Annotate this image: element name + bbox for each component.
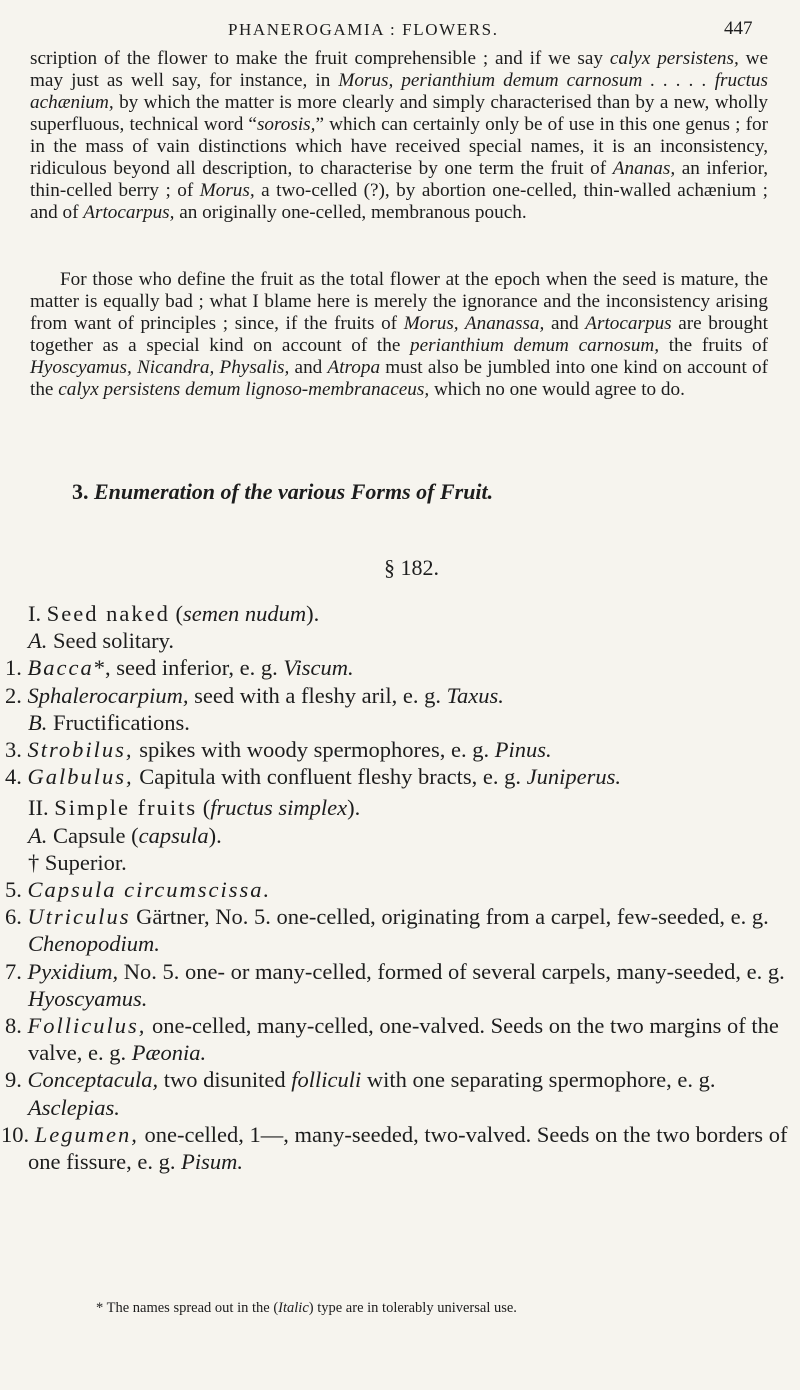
italic-term: Artocarpus,	[83, 202, 175, 223]
text-run: ).	[306, 601, 320, 626]
italic-term: Artocarpus	[585, 313, 672, 334]
list-item-sphalerocarpium	[5, 682, 788, 709]
italic-term: calyx persistens demum lignoso-membranaceus,	[58, 379, 430, 400]
list-item-capsula-circumscissa	[5, 876, 788, 903]
italic-term: Chenopodium.	[28, 931, 160, 957]
list-item-folliculus	[5, 1012, 788, 1066]
text-run: with one separating spermophore, e. g.	[361, 1067, 716, 1093]
spaced-term: Seed naked	[46, 601, 170, 626]
running-head: PHANEROGAMIA : FLOWERS.	[228, 20, 499, 39]
text-run: two disunited	[158, 1067, 292, 1093]
list-number: 1.	[5, 655, 22, 681]
spaced-italic-term: Bacca	[27, 655, 94, 681]
italic-term: Pinus.	[494, 737, 552, 763]
text-run: No. 5. one- or many-celled, formed of several carpels, many-seeded, e. g.	[118, 958, 785, 984]
list-item-legumen	[1, 1121, 788, 1175]
italic-term: Ananas,	[612, 158, 676, 179]
text-run: the fruits of	[659, 335, 768, 356]
body-paragraph-1	[30, 48, 768, 224]
text-run: Capsule (	[47, 822, 139, 848]
list-item-strobilus	[5, 736, 788, 763]
text-run: For those who define the fruit as the total flower at the epoch when the seed is mature, the matter is equally bad ; what I blame here is merely the ignorance and the inconsistency arising from want of principles ; since, if the fruits of	[30, 269, 768, 334]
text-run: we may just as well say, for instance, in	[30, 48, 768, 91]
section-title-number: 3.	[72, 479, 89, 504]
list-item-seed-solitary	[28, 627, 788, 654]
italic-term: Viscum.	[283, 655, 354, 681]
list-number: 6.	[5, 904, 22, 930]
list-number: 3.	[5, 737, 22, 763]
text-run: ) type are in tolerably universal use.	[308, 1300, 517, 1316]
spaced-italic-term: Strobilus,	[27, 737, 134, 763]
list-item-conceptacula	[5, 1066, 788, 1120]
footnote-marker: *	[96, 1300, 104, 1316]
spaced-italic-term: Galbulus,	[27, 764, 134, 790]
dagger-marker: †	[28, 849, 40, 875]
italic-term: sorosis,	[256, 114, 316, 135]
text-run: spikes with woody spermophores, e. g.	[133, 737, 495, 763]
list-item-capsule	[28, 822, 788, 849]
text-run: The names spread out in the (	[103, 1300, 279, 1316]
text-run: one-celled, 1—, many-seeded, two-valved. Seeds on the two borders of one fissure, e. g.	[28, 1121, 788, 1175]
spaced-italic-term: Folliculus,	[27, 1013, 147, 1039]
list-letter: B.	[28, 709, 48, 735]
text-run: an originally one-celled, membranous pouch.	[174, 202, 527, 223]
list-number: 5.	[5, 877, 22, 903]
list-item-utriculus	[5, 903, 788, 957]
text-run: are brought together as a special kind on account of the	[30, 313, 768, 356]
text-run: (	[197, 795, 211, 821]
italic-term: folliculi	[291, 1067, 362, 1093]
list-number: 8.	[5, 1013, 22, 1039]
list-item-simple-fruits	[28, 794, 788, 821]
text-run: ).	[347, 795, 361, 821]
list-number: 9.	[5, 1067, 22, 1093]
text-run: one-celled, many-celled, one-valved. Seeds on the two margins of the valve, e. g.	[28, 1013, 779, 1066]
list-numeral: II.	[28, 795, 49, 821]
text-run: an inferior, thin-celled berry ; of	[30, 158, 768, 201]
italic-term: Morus,	[199, 180, 255, 201]
footnote-marker: *	[93, 655, 105, 681]
italic-term: Sphalerocarpium,	[27, 682, 189, 708]
list-number: 4.	[5, 764, 22, 790]
text-run: a two-celled (?), by abortion one-celled, thin-walled achænium ; and of	[30, 180, 768, 223]
text-run: Seed solitary.	[47, 628, 175, 654]
section-title	[72, 479, 772, 505]
text-run: ” which can certainly only be of use in this one genus ; for in the mass of vain distinctions which have received special names, it is an inconsistency, ridiculous beyond all description, to characterise by one term the fruit of	[30, 114, 768, 179]
text-run: , seed inferior, e. g.	[104, 655, 284, 681]
text-run: Gärtner, No. 5. one-celled, originating from a carpel, few-seeded, e. g.	[130, 904, 769, 930]
text-run: and	[544, 313, 586, 334]
spaced-italic-term: Utriculus	[27, 904, 131, 930]
text-run: scription of the flower to make the fruit comprehensible ; and if we say	[30, 48, 610, 69]
text-run: must also be jumbled into one kind on account of the	[30, 357, 768, 400]
section-number: § 182.	[384, 555, 439, 580]
italic-term: Italic	[278, 1300, 309, 1316]
text-run: ).	[208, 822, 222, 848]
footnote	[96, 1300, 776, 1317]
fruit-enumeration-list	[1, 600, 788, 1175]
list-item-pyxidium	[5, 958, 788, 1012]
italic-term: fructus simplex	[210, 795, 348, 821]
text-run: which no one would agree to do.	[429, 379, 685, 400]
spaced-italic-term: Capsula circumscissa.	[27, 877, 272, 903]
italic-term: Hyoscyamus, Nicandra, Physalis,	[30, 357, 290, 378]
italic-term: Morus, perianthium demum carnosum . . . . . fructus achænium,	[30, 70, 768, 113]
spaced-term: Simple fruits	[54, 795, 198, 821]
text-run: by which the matter is more clearly and simply characterised than by a new, wholly superfluous, technical word “	[30, 92, 768, 135]
text-run: and	[289, 357, 328, 378]
italic-term: calyx persistens,	[609, 48, 739, 69]
list-number: 7.	[5, 958, 22, 984]
section-title-text: Enumeration of the various Forms of Fruit.	[94, 479, 494, 504]
italic-term: Taxus.	[446, 682, 504, 708]
page-number: 447	[724, 18, 753, 39]
list-numeral: I.	[28, 601, 42, 626]
text-run: Superior.	[39, 849, 127, 875]
italic-term: Pisum.	[181, 1149, 243, 1175]
list-letter: A.	[28, 628, 48, 654]
italic-term: semen nudum	[182, 601, 307, 626]
italic-term: capsula	[138, 822, 209, 848]
list-item-galbulus	[5, 763, 788, 790]
text-run: (	[169, 601, 183, 626]
italic-term: Pyxidium,	[27, 958, 119, 984]
italic-term: Morus, Ananassa,	[403, 313, 545, 334]
italic-term: perianthium demum carnosum,	[410, 335, 660, 356]
list-item-fructifications	[28, 709, 788, 736]
list-letter: A.	[28, 822, 48, 848]
list-item-bacca	[5, 654, 788, 681]
italic-term: Conceptacula,	[27, 1067, 159, 1093]
list-item-seed-naked	[28, 600, 788, 627]
list-item-superior	[28, 849, 788, 876]
spaced-italic-term: Legumen,	[34, 1121, 139, 1147]
italic-term: Hyoscyamus.	[28, 985, 148, 1011]
list-number: 10.	[1, 1121, 30, 1147]
italic-term: Atropa	[327, 357, 381, 378]
list-number: 2.	[5, 682, 22, 708]
text-run: seed with a fleshy aril, e. g.	[188, 682, 447, 708]
italic-term: Asclepias.	[28, 1094, 120, 1120]
text-run: Fructifications.	[47, 709, 190, 735]
italic-term: Juniperus.	[526, 764, 622, 790]
italic-term: Pæonia.	[131, 1040, 207, 1066]
text-run: Capitula with confluent fleshy bracts, e. g.	[133, 764, 527, 790]
body-paragraph-2	[30, 269, 768, 401]
